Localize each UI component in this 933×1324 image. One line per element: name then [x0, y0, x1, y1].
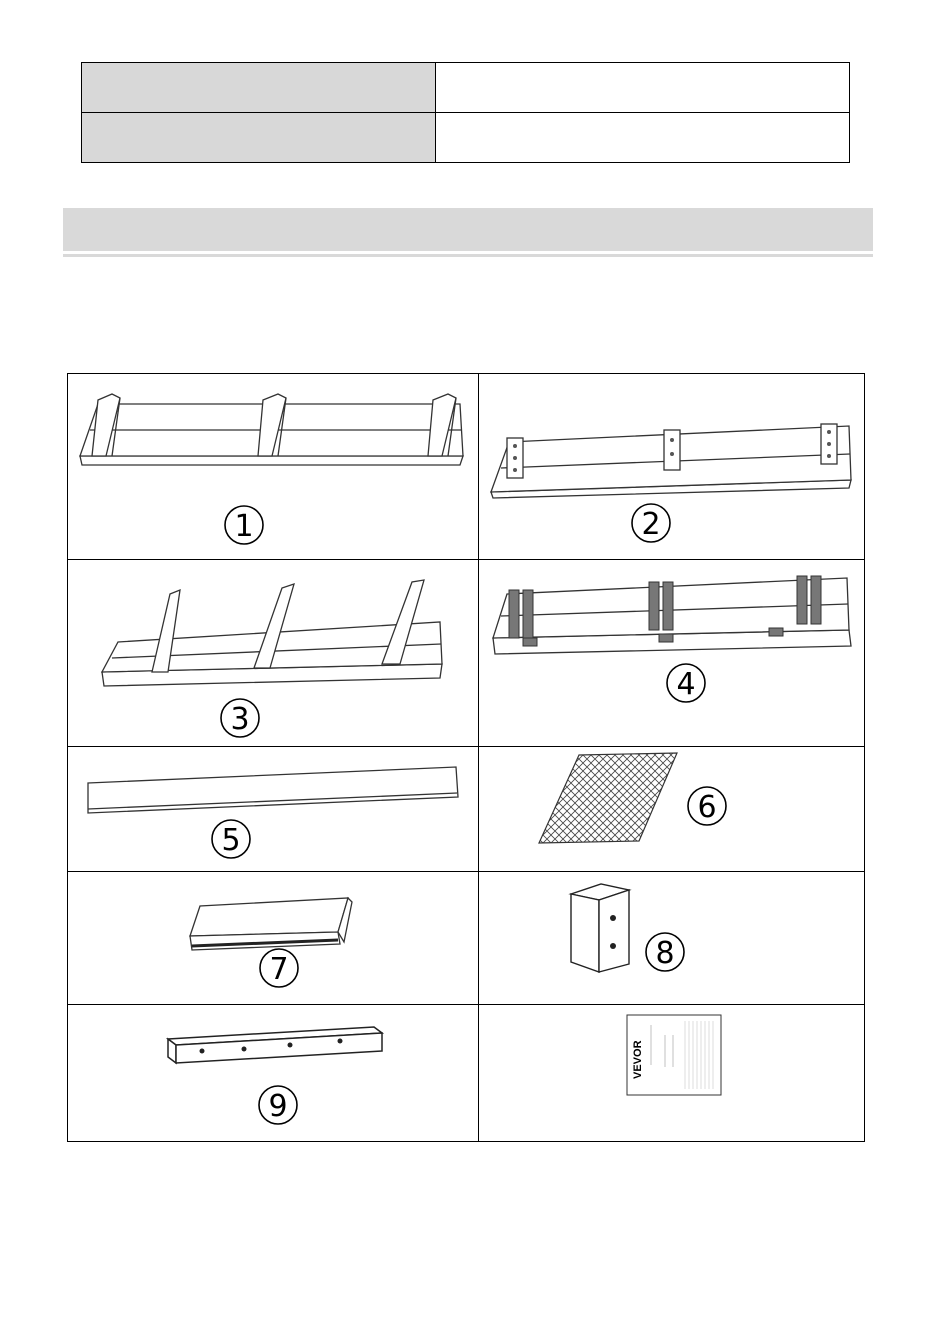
part-number: 1 [234, 509, 254, 544]
spec-table [81, 62, 850, 163]
panel-with-three-battens-icon [68, 374, 478, 559]
manual-brand: VEVOR [632, 1040, 644, 1079]
panel-with-upright-posts-icon [68, 560, 478, 746]
spec-key [82, 113, 436, 163]
manual-booklet-icon [479, 1005, 866, 1142]
part-cell-6 [479, 747, 866, 871]
spec-value [436, 63, 850, 113]
short-panel-icon [68, 872, 478, 1004]
part-cell-3 [68, 560, 478, 746]
panel-with-double-brackets-icon [479, 560, 866, 746]
part-number: 3 [230, 702, 250, 737]
section-header [63, 208, 873, 251]
section-title [63, 208, 873, 230]
part-cell-9 [68, 1005, 478, 1142]
part-cell-2 [479, 374, 866, 559]
spec-row [82, 113, 850, 163]
spec-key [82, 63, 436, 113]
part-cell-8 [479, 872, 866, 1004]
part-number: 5 [221, 823, 241, 858]
parts-grid [67, 373, 865, 1142]
part-cell-manual [479, 1005, 866, 1142]
flat-board-icon [68, 747, 478, 871]
drilled-rail-icon [68, 1005, 478, 1142]
panel-with-brackets-icon [479, 374, 866, 559]
part-number: 8 [655, 936, 675, 971]
part-cell-4 [479, 560, 866, 746]
mesh-net-icon [479, 747, 866, 871]
part-cell-7 [68, 872, 478, 1004]
section-divider [63, 254, 873, 257]
part-cell-5 [68, 747, 478, 871]
part-cell-1 [68, 374, 478, 559]
wood-block-icon [479, 872, 866, 1004]
part-number: 9 [268, 1089, 288, 1124]
part-number: 4 [676, 667, 696, 702]
part-number: 7 [269, 952, 289, 987]
part-number: 2 [641, 507, 661, 542]
spec-row [82, 63, 850, 113]
spec-value [436, 113, 850, 163]
part-number: 6 [697, 790, 717, 825]
